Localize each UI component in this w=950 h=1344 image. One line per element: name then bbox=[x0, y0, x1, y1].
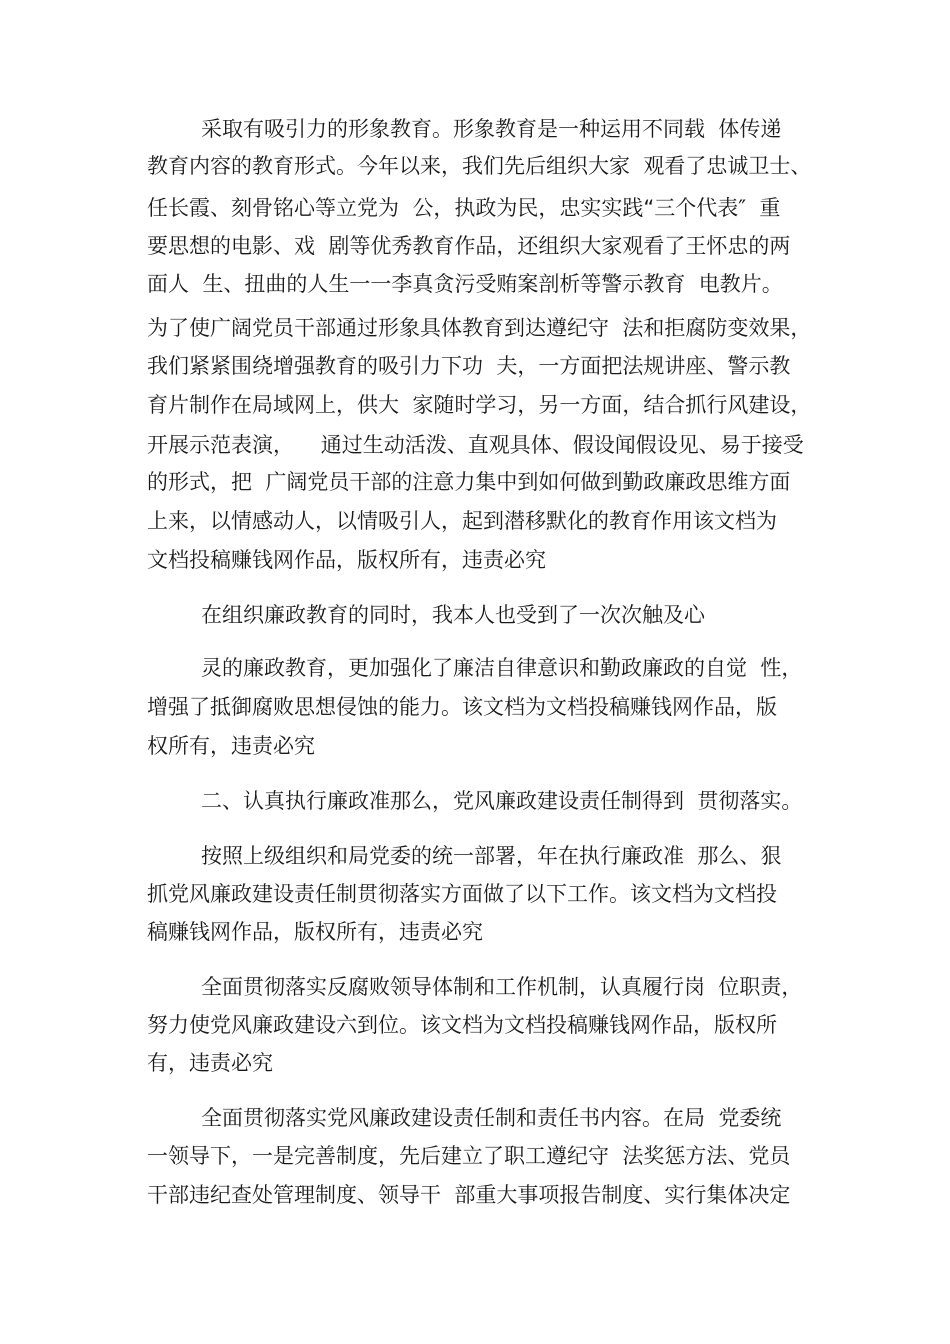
text-line: 任长霞、刻骨铭心等立党为 公，执政为民，忠实实践“三个代表″ 重 bbox=[147, 196, 781, 220]
text-line: 面人 生、扭曲的人生一一李真贪污受贿案剖析等警示教育 电教片。 bbox=[147, 272, 783, 296]
text-line: 全面贯彻落实反腐败领导体制和工作机制，认真履行岗 位职责， bbox=[201, 975, 803, 999]
text-line: 我们紧紧围绕增强教育的吸引力下功 夫，一方面把法规讲座、警示教 bbox=[147, 354, 791, 378]
text-line: 增强了抵御腐败思想侵蚀的能力。该文档为文档投稿赚钱网作品，版 bbox=[147, 695, 777, 719]
text-line: 权所有，违责必究 bbox=[147, 734, 315, 758]
text-line: 一领导下，一是完善制度，先后建立了职工遵纪守 法奖惩方法、党员 bbox=[147, 1144, 791, 1168]
text-line: 全面贯彻落实党风廉政建设责任制和责任书内容。在局 党委统 bbox=[201, 1106, 782, 1130]
text-line: 上来，以情感动人，以情吸引人，起到潜移默化的教育作用该文档为 bbox=[147, 509, 777, 533]
text-line: 开展示范表演， 通过生动活泼、直观具体、假设闻假设见、易于接受 bbox=[147, 433, 804, 457]
text-line: 文档投稿赚钱网作品，版权所有，违责必究 bbox=[147, 548, 546, 572]
text-line: 灵的廉政教育，更加强化了廉洁自律意识和勤政廉政的自觉 性， bbox=[201, 656, 803, 680]
text-line: 要思想的电影、戏 剧等优秀教育作品，还组织大家观看了王怀忠的两 bbox=[147, 234, 791, 258]
text-line: 的形式，把 广阔党员干部的注意力集中到如何做到勤政廉政思维方面 bbox=[147, 470, 791, 494]
section-heading: 二、认真执行廉政准那么，党风廉政建设责任制得到 贯彻落实。 bbox=[201, 789, 803, 813]
text-line: 按照上级组织和局党委的统一部署，年在执行廉政准 那么、狠 bbox=[201, 844, 782, 868]
text-line: 为了使广阔党员干部通过形象具体教育到达遵纪守 法和拒腐防变效果， bbox=[147, 316, 812, 340]
text-line: 努力使党风廉政建设六到位。该文档为文档投稿赚钱网作品，版权所 bbox=[147, 1013, 777, 1037]
text-line: 育片制作在局域网上，供大 家随时学习，另一方面，结合抓行风建设， bbox=[147, 393, 812, 417]
text-line: 教育内容的教育形式。今年以来，我们先后组织大家 观看了忠诚卫士、 bbox=[147, 154, 812, 178]
text-line: 干部违纪查处管理制度、领导干 部重大事项报告制度、实行集体决定 bbox=[147, 1183, 791, 1207]
text-line: 稿赚钱网作品，版权所有，违责必究 bbox=[147, 920, 483, 944]
text-line: 在组织廉政教育的同时，我本人也受到了一次次触及心 bbox=[201, 603, 705, 627]
text-line: 抓党风廉政建设责任制贯彻落实方面做了以下工作。该文档为文档投 bbox=[147, 882, 777, 906]
text-line: 采取有吸引力的形象教育。形象教育是一种运用不同载 体传递 bbox=[201, 117, 782, 141]
text-line: 有，违责必究 bbox=[147, 1051, 273, 1075]
